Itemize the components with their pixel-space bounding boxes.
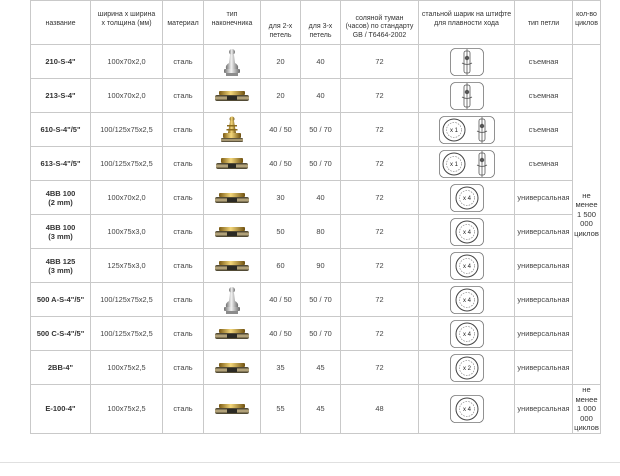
- model-name-part: (2 mm): [48, 197, 73, 207]
- cell-for-2-hinges: 40 / 50: [261, 147, 301, 181]
- cell-tip: [204, 385, 261, 434]
- table-row: [31, 181, 601, 215]
- model-name-part: 610-S-4"/5": [40, 125, 81, 134]
- cell-model-name: [31, 351, 91, 385]
- cell-material: сталь: [163, 351, 204, 385]
- cell-hinge-type: универсальная: [515, 385, 573, 434]
- cell-for-3-hinges: 45: [301, 385, 341, 434]
- cell-dimensions: 100x75x2,5: [91, 385, 163, 434]
- cell-hinge-type: универсальная: [515, 215, 573, 249]
- cell-for-2-hinges: 20: [261, 45, 301, 79]
- table-row: [31, 317, 601, 351]
- cell-ball-bearing: [419, 45, 515, 79]
- table-row: [31, 79, 601, 113]
- cell-model-name: [31, 249, 91, 283]
- cell-dimensions: 100/125x75x2,5: [91, 113, 163, 147]
- cell-hinge-type: универсальная: [515, 317, 573, 351]
- cell-dimensions: 100x75x3,0: [91, 215, 163, 249]
- table-row: [31, 113, 601, 147]
- header-material: материал: [163, 1, 204, 45]
- page-bottom-divider: [0, 462, 620, 463]
- cell-for-3-hinges: 40: [301, 79, 341, 113]
- product-comparison-table-wrapper: [30, 0, 600, 434]
- cell-tip: [204, 113, 261, 147]
- cell-dimensions: 100/125x75x2,5: [91, 147, 163, 181]
- cell-tip: [204, 351, 261, 385]
- table-row: [31, 249, 601, 283]
- cell-salt-fog-hours: 48: [341, 385, 419, 434]
- header-for3: для 3-х петель: [301, 1, 341, 45]
- cell-dimensions: 100x70x2,0: [91, 181, 163, 215]
- model-name-part: 2BB-4": [47, 363, 74, 372]
- cell-for-3-hinges: 50 / 70: [301, 113, 341, 147]
- flat-button-tip-icon: [213, 362, 251, 371]
- flat-button-tip-icon: [213, 90, 251, 99]
- model-name-part: 210-S-4": [45, 57, 76, 66]
- cell-hinge-type: съемная: [515, 45, 573, 79]
- cell-hinge-type: универсальная: [515, 249, 573, 283]
- table-body: [31, 45, 601, 434]
- cell-for-3-hinges: 90: [301, 249, 341, 283]
- cell-hinge-type: универсальная: [515, 283, 573, 317]
- cell-ball-bearing: [419, 385, 515, 434]
- pin-with-ball-icon: [450, 56, 484, 65]
- header-row: [31, 1, 601, 45]
- bearing-icon: [450, 362, 484, 371]
- header-for2: для 2-х петель: [261, 1, 301, 45]
- cell-salt-fog-hours: 72: [341, 283, 419, 317]
- cell-for-2-hinges: 55: [261, 385, 301, 434]
- table-row: [31, 147, 601, 181]
- cell-cycles-group-1: не менее 1 500 000 циклов: [573, 45, 601, 385]
- model-name-part: 613-S-4"/5": [40, 159, 81, 168]
- gold-finial-tip-icon: [217, 124, 247, 133]
- cell-tip: [204, 181, 261, 215]
- cell-tip: [204, 147, 261, 181]
- cell-ball-bearing: [419, 181, 515, 215]
- header-dims: ширина x ширина x толщина (мм): [91, 1, 163, 45]
- cell-for-3-hinges: 40: [301, 45, 341, 79]
- cell-hinge-type: съемная: [515, 113, 573, 147]
- cell-hinge-type: съемная: [515, 79, 573, 113]
- cell-material: сталь: [163, 79, 204, 113]
- svg-text:x 1: x 1: [449, 161, 458, 168]
- cell-material: сталь: [163, 215, 204, 249]
- bearing-and-pin-icon: [439, 124, 495, 133]
- cell-for-3-hinges: 45: [301, 351, 341, 385]
- bearing-icon: [450, 226, 484, 235]
- cell-dimensions: 100x70x2,0: [91, 45, 163, 79]
- model-name-part: E-100-4": [45, 404, 76, 414]
- cell-model-name: [31, 385, 91, 434]
- cell-salt-fog-hours: 72: [341, 249, 419, 283]
- model-name-part: (3 mm): [48, 265, 73, 275]
- cell-material: сталь: [163, 385, 204, 434]
- model-name-part: 500 C-S-4"/5": [36, 329, 85, 338]
- gold-button-tip-icon: [213, 158, 251, 167]
- table-row: [31, 283, 601, 317]
- bearing-icon: [450, 260, 484, 269]
- cell-material: сталь: [163, 283, 204, 317]
- svg-text:x 1: x 1: [449, 127, 458, 134]
- cell-dimensions: 100/125x75x2,5: [91, 317, 163, 351]
- cell-ball-bearing: [419, 249, 515, 283]
- cell-material: сталь: [163, 181, 204, 215]
- cell-salt-fog-hours: 72: [341, 181, 419, 215]
- cell-model-name: [31, 45, 91, 79]
- cell-dimensions: 125x75x3,0: [91, 249, 163, 283]
- cell-for-2-hinges: 20: [261, 79, 301, 113]
- bearing-icon: [450, 294, 484, 303]
- cell-hinge-type: универсальная: [515, 351, 573, 385]
- cell-tip: [204, 249, 261, 283]
- cell-hinge-type: съемная: [515, 147, 573, 181]
- table-row: [31, 385, 601, 434]
- header-salt-fog: соляной туман (часов) по стандарту GB / T6464-2002: [341, 1, 419, 45]
- cell-dimensions: 100x70x2,0: [91, 79, 163, 113]
- header-tip: тип наконечника: [204, 1, 261, 45]
- cell-for-2-hinges: 50: [261, 215, 301, 249]
- cell-tip: [204, 317, 261, 351]
- cell-material: сталь: [163, 45, 204, 79]
- svg-text:x 4: x 4: [462, 407, 471, 414]
- cell-model-name: [31, 181, 91, 215]
- cell-for-3-hinges: 50 / 70: [301, 283, 341, 317]
- cell-for-3-hinges: 50 / 70: [301, 147, 341, 181]
- flat-button-tip-icon: [213, 404, 251, 413]
- model-name-part: 4BB 100: [45, 222, 76, 232]
- cell-ball-bearing: [419, 317, 515, 351]
- cell-salt-fog-hours: 72: [341, 45, 419, 79]
- cell-dimensions: 100x75x2,5: [91, 351, 163, 385]
- cell-for-2-hinges: 35: [261, 351, 301, 385]
- cell-model-name: [31, 317, 91, 351]
- cell-material: сталь: [163, 317, 204, 351]
- hinge-spec-table: [30, 0, 601, 434]
- header-ball: стальной шарик на штифте для плавности хода: [419, 1, 515, 45]
- svg-text:x 4: x 4: [462, 263, 471, 270]
- cell-ball-bearing: [419, 351, 515, 385]
- svg-text:x 2: x 2: [462, 365, 471, 372]
- flat-button-tip-icon: [213, 260, 251, 269]
- model-name-part: 4BB 100: [45, 188, 76, 198]
- bearing-icon: [450, 328, 484, 337]
- cell-salt-fog-hours: 72: [341, 113, 419, 147]
- tall-finial-tip-icon: [217, 294, 247, 303]
- cell-cycles-group-2: не менее 1 000 000 циклов: [574, 385, 599, 433]
- cell-material: сталь: [163, 113, 204, 147]
- bearing-icon: [450, 192, 484, 201]
- cell-material: сталь: [163, 249, 204, 283]
- cell-salt-fog-hours: 72: [341, 317, 419, 351]
- cell-ball-bearing: [419, 79, 515, 113]
- cell-salt-fog-hours: 72: [341, 351, 419, 385]
- flat-button-tip-icon: [213, 226, 251, 235]
- cell-ball-bearing: [419, 215, 515, 249]
- model-name-part: (3 mm): [48, 231, 73, 241]
- model-name-part: 500 A-S-4"/5": [36, 295, 85, 304]
- header-cycles: кол-во циклов: [573, 1, 601, 45]
- svg-text:x 4: x 4: [462, 297, 471, 304]
- table-row: [31, 215, 601, 249]
- cell-salt-fog-hours: 72: [341, 215, 419, 249]
- svg-text:x 4: x 4: [462, 195, 471, 202]
- table-row: [31, 45, 601, 79]
- cell-ball-bearing: [419, 147, 515, 181]
- cell-model-name: [31, 215, 91, 249]
- cell-model-name: [31, 147, 91, 181]
- cell-hinge-type: универсальная: [515, 181, 573, 215]
- cell-for-2-hinges: 30: [261, 181, 301, 215]
- cell-tip: [204, 283, 261, 317]
- cell-salt-fog-hours: 72: [341, 79, 419, 113]
- cell-for-2-hinges: 60: [261, 249, 301, 283]
- table-row: [31, 351, 601, 385]
- cell-model-name: [31, 113, 91, 147]
- model-name-part: 213-S-4": [45, 91, 76, 100]
- cell-model-name: [31, 283, 91, 317]
- flat-button-tip-icon: [213, 192, 251, 201]
- svg-text:x 4: x 4: [462, 229, 471, 236]
- header-name: название: [31, 1, 91, 45]
- cell-for-3-hinges: 80: [301, 215, 341, 249]
- pin-with-ball-icon: [450, 90, 484, 99]
- model-name-part: 4BB 125: [45, 256, 76, 266]
- cell-tip: [204, 79, 261, 113]
- cell-for-3-hinges: 50 / 70: [301, 317, 341, 351]
- flat-button-tip-icon: [213, 328, 251, 337]
- cell-tip: [204, 45, 261, 79]
- bearing-icon: [450, 404, 484, 413]
- cell-for-2-hinges: 40 / 50: [261, 317, 301, 351]
- header-hinge-type: тип петли: [515, 1, 573, 45]
- tall-finial-tip-icon: [217, 56, 247, 65]
- bearing-and-pin-icon: [439, 158, 495, 167]
- cell-for-2-hinges: 40 / 50: [261, 113, 301, 147]
- cell-ball-bearing: [419, 283, 515, 317]
- cell-tip: [204, 215, 261, 249]
- svg-text:x 4: x 4: [462, 331, 471, 338]
- cell-ball-bearing: [419, 113, 515, 147]
- cell-for-3-hinges: 40: [301, 181, 341, 215]
- cell-salt-fog-hours: 72: [341, 147, 419, 181]
- cell-dimensions: 100/125x75x2,5: [91, 283, 163, 317]
- cell-model-name: [31, 79, 91, 113]
- cell-for-2-hinges: 40 / 50: [261, 283, 301, 317]
- cell-material: сталь: [163, 147, 204, 181]
